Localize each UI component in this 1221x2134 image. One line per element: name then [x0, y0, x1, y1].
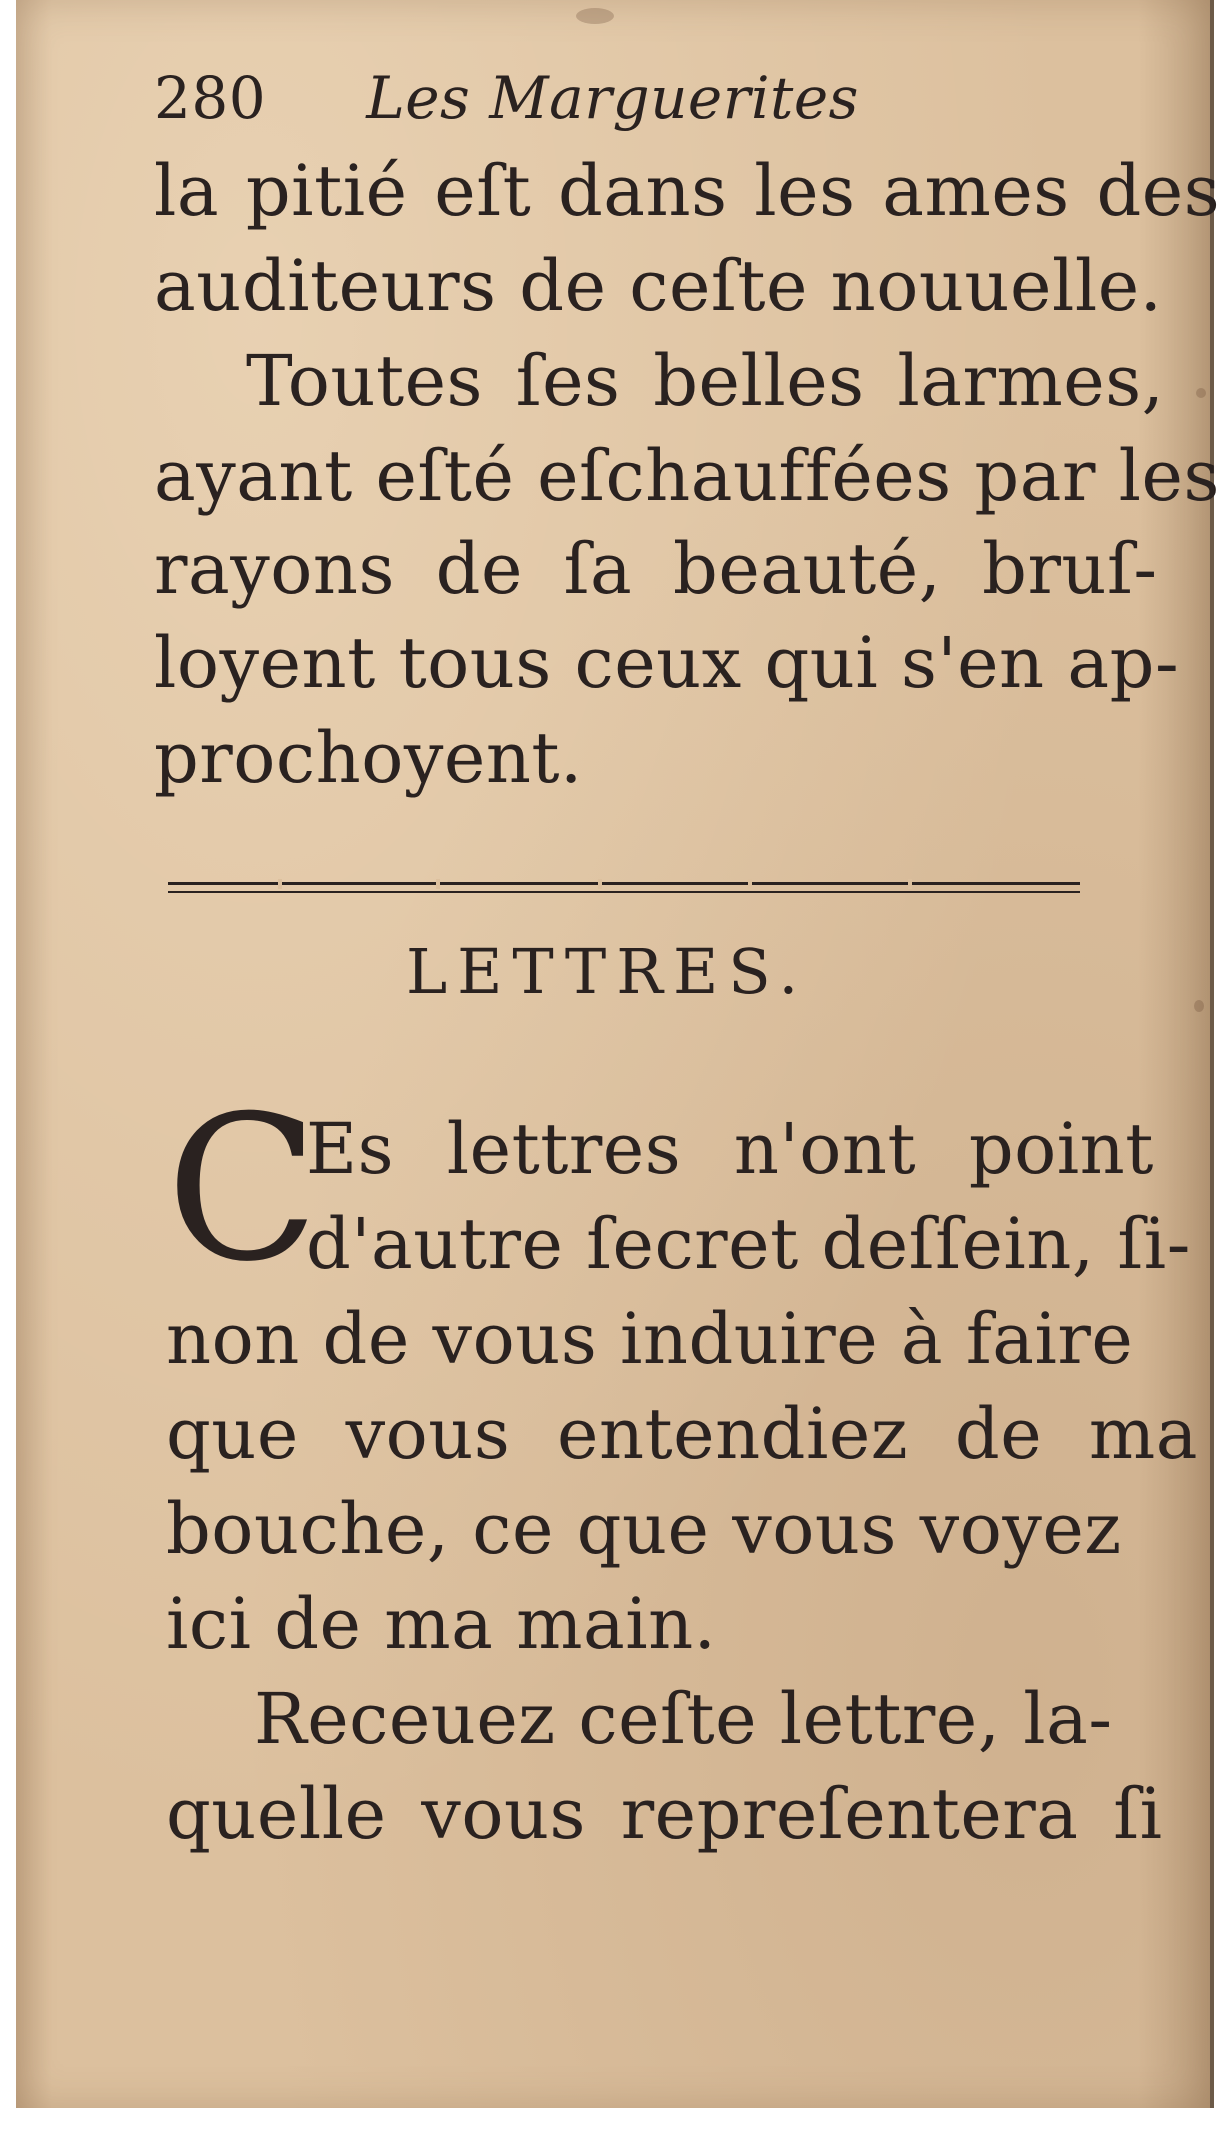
running-title: Les Marguerites — [366, 64, 859, 132]
text-line: bouche, ce que vous voyez — [166, 1488, 1122, 1570]
text-line: que vous entendiez de ma — [166, 1393, 1199, 1475]
page-number: 280 — [154, 64, 267, 132]
text-line: la pitié eſt dans les ames des — [154, 150, 1221, 232]
text-line: rayons de ſa beauté, bruſ- — [154, 528, 1158, 610]
text-line: ici de ma main. — [166, 1583, 717, 1665]
text-line: prochoyent. — [154, 717, 583, 799]
text-line: quelle vous repreſentera ſi — [166, 1773, 1163, 1855]
drop-cap-initial: C — [166, 1073, 320, 1306]
text-line: ayant eſté eſchauffées par les — [154, 435, 1220, 517]
text-line: d'autre ſecret deſſein, ſi- — [306, 1203, 1191, 1285]
text-line: loyent tous ceux qui s'en ap- — [154, 622, 1180, 704]
rule-notch — [908, 879, 912, 889]
book-page — [16, 0, 1221, 2108]
page-header — [154, 64, 859, 132]
text-line: Es lettres n'ont point — [306, 1108, 1154, 1190]
rule-notch — [278, 879, 282, 889]
section-heading: LETTRES. — [406, 935, 809, 1008]
text-line: Receuez ceſte lettre, la- — [254, 1678, 1113, 1760]
horizontal-rule-divider — [168, 882, 1080, 893]
ink-speck — [1194, 1000, 1204, 1012]
ink-speck — [576, 8, 614, 24]
text-line: non de vous induire à faire — [166, 1298, 1134, 1380]
rule-notch — [748, 879, 752, 889]
ink-speck — [1196, 388, 1206, 398]
rule-notch — [598, 879, 602, 889]
text-line: auditeurs de ceſte nouuelle. — [154, 245, 1163, 327]
text-line: Toutes ſes belles larmes, — [246, 340, 1165, 422]
rule-notch — [436, 879, 440, 889]
